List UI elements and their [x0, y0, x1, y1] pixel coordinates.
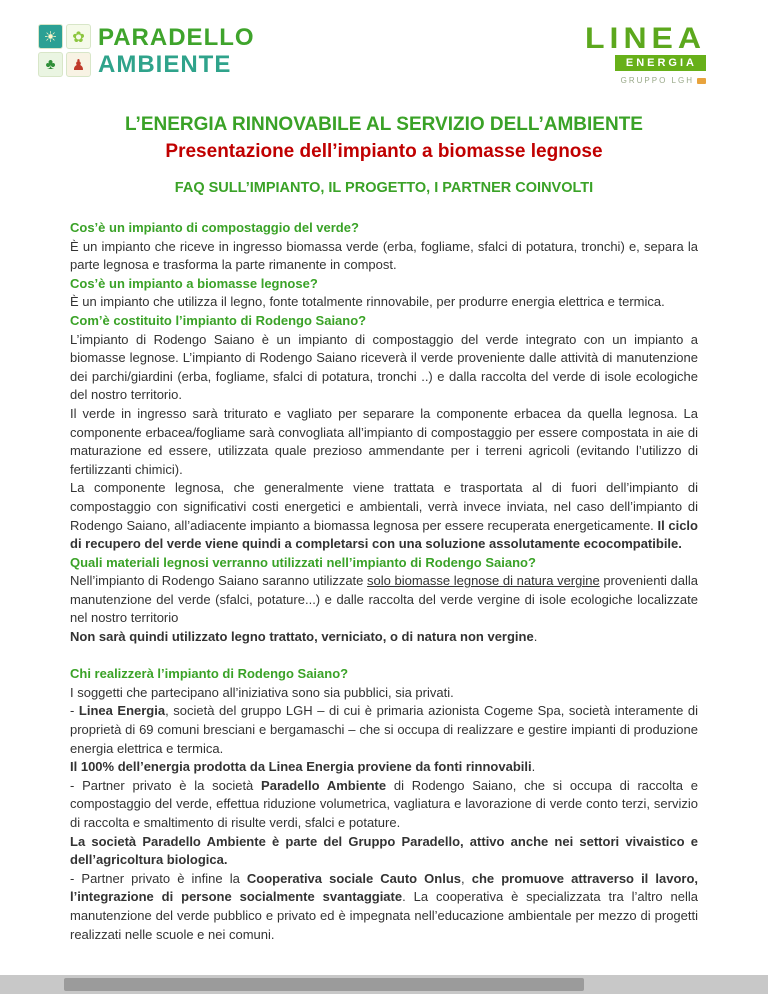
text-run: Il verde in ingresso sarà triturato e vagliato per separare la componente erbacea da quella legnosa. La componente erbacea/fogliame sarà convogliata all’impianto di compostaggio per essere compostata in aie di maturazione ed essere, utilizzata quale prezioso ammendante per i terreni agricoli (evitando l’utilizzo di fertilizzanti chimici).: [70, 405, 698, 477]
text-run: Com’è costituito l’impianto di Rodengo Saiano?: [70, 312, 367, 328]
text-run: Nell’impianto di Rodengo Saiano saranno utilizzate: [70, 573, 368, 589]
text-run: Cos’è un impianto di compostaggio del verde?: [70, 220, 359, 235]
text-run: .: [531, 759, 536, 775]
text-run: Cos’è un impianto a biomasse legnose?: [70, 275, 318, 291]
title-block: [0, 111, 768, 198]
text-run: che promuove attraverso il lavoro, l’integrazione di persone socialmente svantaggiate: [70, 870, 698, 905]
text-run: provenienti dalla manutenzione del verde (sfalci, potature...) e dalle raccolta del verde vergine di isole ecologiche localizzate nel nostro territorio: [70, 573, 699, 626]
text-run: L’impianto di Rodengo Saiano è un impianto di compostaggio del verde integrato con un impianto a biomasse legnose. L’impianto di Rodengo Saiano riceverà il verde proveniente dalle attività di manutenzione dei parchi/giardini (erba, fogliame, sfalci di potatura, tronchi ..) e dalla raccolta del verde di isole ecologiche del nostro territorio.: [70, 331, 698, 403]
text-run: - Partner privato è infine la: [70, 870, 247, 886]
document-title-line1: L’ENERGIA RINNOVABILE AL SERVIZIO DELL’AMBIENTE: [125, 114, 643, 135]
logo-icon-grid: [38, 24, 91, 77]
gruppo-lgh-label: GRUPPO LGH: [620, 76, 694, 85]
paragraph: [70, 293, 698, 312]
faq-question: [70, 312, 698, 331]
text-run: . La cooperativa è specializzata tra l’altro nella manutenzione del verde pubblico e privato ed è impegnata nell’educazione ambientale per mezzo di progetti realizzati nelle scuole e nei comuni.: [70, 889, 698, 942]
document-title-line2: Presentazione dell’impianto a biomasse legnose: [165, 141, 603, 162]
logo-text-energia: ENERGIA: [615, 55, 706, 71]
blank-line: [70, 647, 698, 666]
document-body: [0, 219, 768, 944]
paragraph: [70, 777, 698, 833]
text-run: ,: [461, 870, 472, 886]
tree-icon: ♣: [38, 52, 63, 77]
faq-question: [70, 554, 698, 573]
faq-question: [70, 665, 698, 684]
text-run: Quali materiali legnosi verranno utilizzati nell’impianto di Rodengo Saiano?: [70, 554, 536, 570]
paragraph: [70, 405, 698, 479]
gruppo-lgh-mark-icon: [697, 78, 706, 84]
flower-icon: ✿: [66, 24, 91, 49]
text-run: La componente legnosa, che generalmente viene trattata e trasportata al di fuori dell’impianto di compostaggio con significativi costi energetici e ambientali, verrà invece inviata, nel caso dell’impianto di Rodengo Saiano, all’adiacente impianto a biomassa legnosa per essere recuperata energeticamente.: [70, 480, 698, 533]
paradello-logo-text: [98, 25, 255, 77]
people-icon: ♟: [66, 52, 91, 77]
paragraph: [70, 479, 698, 553]
paragraph: [70, 684, 698, 703]
faq-question: [70, 275, 698, 294]
paragraph: [70, 758, 698, 777]
sun-icon: ☀: [38, 24, 63, 49]
paragraph: [70, 702, 698, 758]
paragraph: [70, 238, 698, 275]
paragraph: [70, 572, 698, 628]
paragraph: [70, 331, 698, 405]
bottom-scrollbar-track[interactable]: [0, 975, 768, 994]
text-run: - Partner privato è la società: [70, 777, 262, 793]
text-run: Cooperativa sociale Cauto Onlus: [246, 870, 462, 886]
faq-question: [70, 219, 698, 238]
paragraph: [70, 833, 698, 870]
logo-text-paradello: PARADELLO: [98, 23, 255, 51]
text-run: È un impianto che riceve in ingresso biomassa verde (erba, fogliame, sfalci di potatura, tronchi) e, separa la parte legnosa e trasforma la parte rimanente in compost.: [70, 238, 698, 273]
header: [0, 0, 768, 85]
paradello-ambiente-logo: [38, 24, 255, 77]
gruppo-lgh-line: [621, 76, 706, 85]
paragraph: [70, 870, 698, 944]
text-run: La società Paradello Ambiente è parte del Gruppo Paradello, attivo anche nei settori vivaistico e dell’agricoltura biologica.: [70, 833, 698, 868]
paragraph: [70, 628, 698, 647]
text-run: Linea Energia: [78, 703, 166, 719]
text-run: Chi realizzerà l’impianto di Rodengo Saiano?: [70, 666, 349, 682]
text-run: È un impianto che utilizza il legno, fonte totalmente rinnovabile, per produrre energia elettrica e termica.: [70, 294, 665, 310]
logo-text-linea: LINEA: [585, 21, 706, 55]
text-run: solo biomasse legnose di natura vergine: [367, 573, 600, 589]
text-run: Paradello Ambiente: [261, 777, 387, 793]
text-run: .: [533, 629, 538, 645]
text-run: di Rodengo Saiano, che si occupa di raccolta e compostaggio del verde, effettua riduzione volumetrica, vagliatura e lavorazione di verde conto terzi, servizio di raccolta e smaltimento di risulte verdi, sfalci e potature.: [70, 777, 698, 830]
logo-text-ambiente: AMBIENTE: [98, 50, 232, 78]
text-run: I soggetti che partecipano all’iniziativa sono sia pubblici, sia privati.: [70, 684, 454, 700]
text-run: Non sarà quindi utilizzato legno trattato, verniciato, o di natura non vergine: [70, 629, 534, 645]
text-run: Il ciclo di recupero del verde viene quindi a completarsi con una soluzione assolutamente ecocompatibile.: [70, 517, 698, 552]
text-run: , società del gruppo LGH – di cui è primaria azionista Cogeme Spa, società interamente di proprietà di 69 comuni bresciani e bergamaschi – che si occupa di realizzare e gestire impianti di produzione energia elettrica e termica.: [70, 703, 698, 756]
text-run: Il 100% dell’energia prodotta da Linea Energia proviene da fonti rinnovabili: [70, 759, 532, 775]
text-run: -: [70, 703, 79, 719]
scrollbar-thumb[interactable]: [64, 978, 584, 991]
linea-energia-logo: [585, 21, 706, 85]
document-subtitle: FAQ SULL’IMPIANTO, IL PROGETTO, I PARTNER COINVOLTI: [174, 180, 594, 196]
